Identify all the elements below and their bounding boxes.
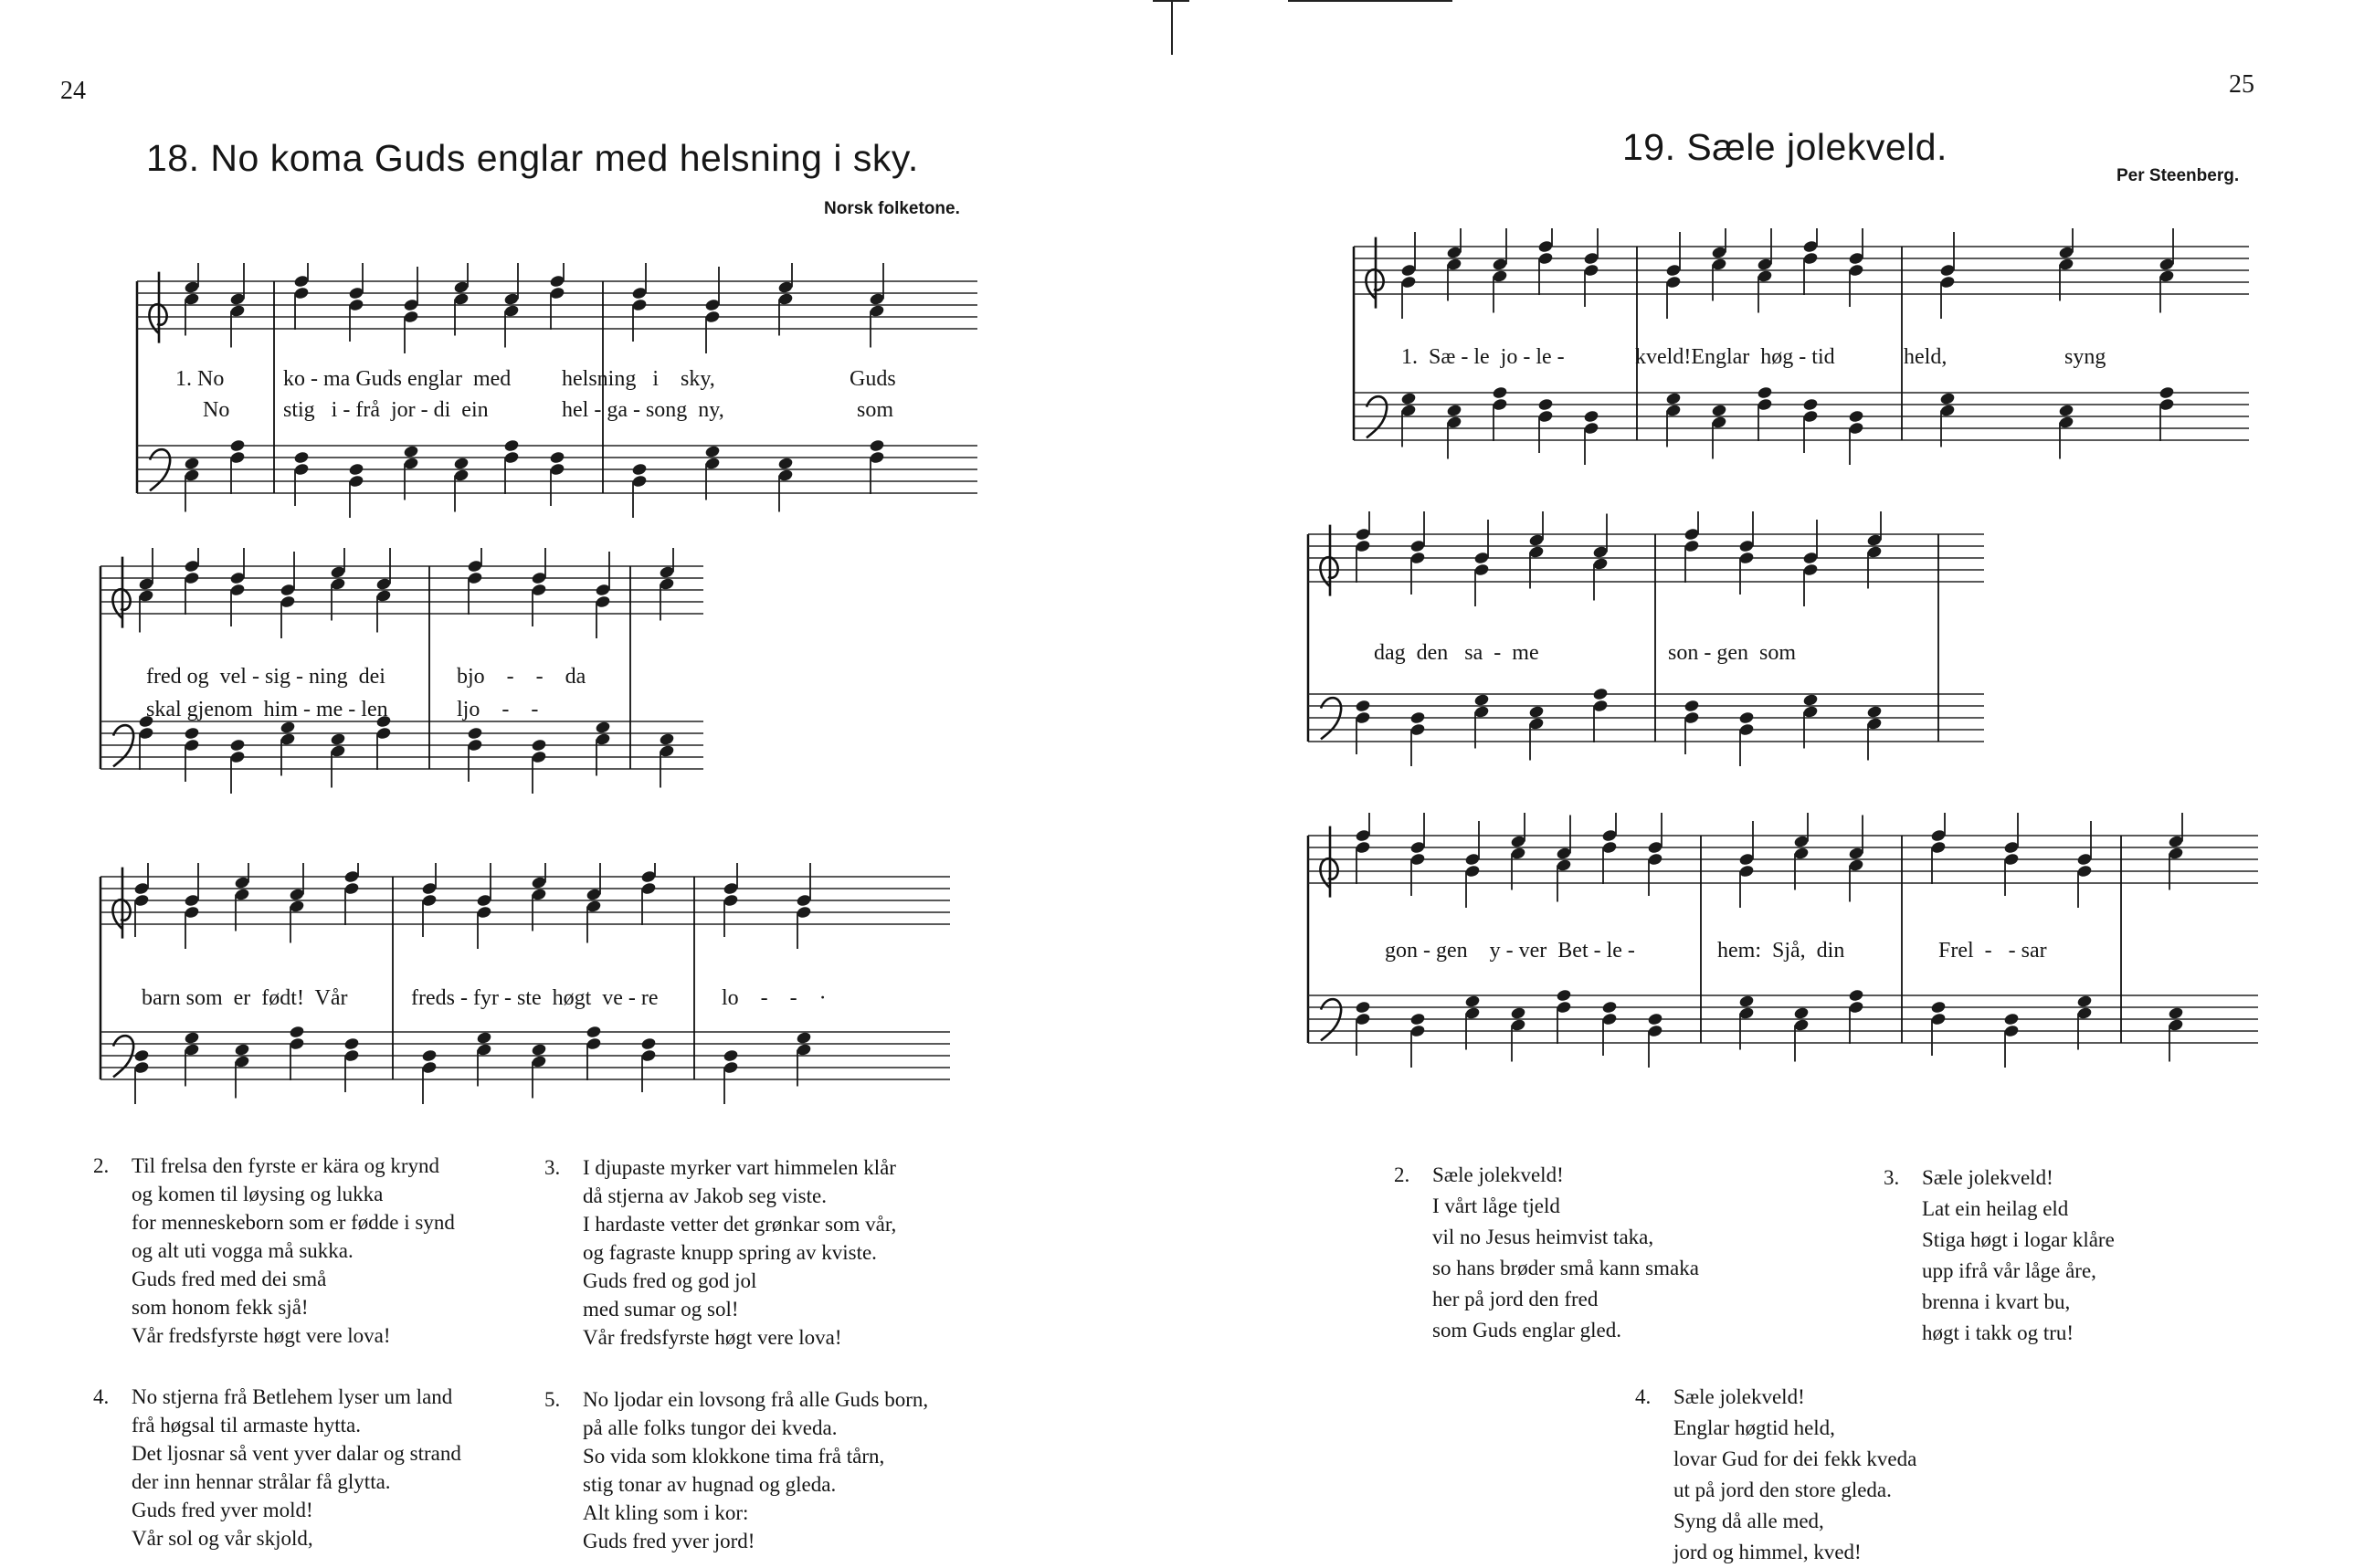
page-number: 24 <box>60 77 86 105</box>
verse-line: vil no Jesus heimvist taka, <box>1432 1226 1654 1248</box>
lyric-text: barn som er født! Vår <box>142 986 348 1010</box>
note-head <box>531 738 547 752</box>
lyric-text: kveld!Englar høg - tid <box>1635 345 1835 369</box>
note-head <box>503 438 520 452</box>
verse-line: jord og himmel, kved! <box>1673 1541 1862 1563</box>
note-head <box>403 445 419 458</box>
note-head <box>2003 1012 2020 1026</box>
verse-line: og alt uti vogga må sukka. <box>132 1239 354 1262</box>
verse-line: og komen til løysing og lukka <box>132 1183 384 1205</box>
verse-number: 2. <box>93 1154 110 1177</box>
hymn-credit: Norsk folketone. <box>824 199 960 218</box>
verse-line: I djupaste myrker vart himmelen klår <box>583 1156 896 1179</box>
note-head <box>1757 385 1773 399</box>
lyric-text: som <box>857 398 894 422</box>
left-page <box>0 0 1178 1552</box>
lyric-text: Guds <box>850 367 896 391</box>
verse-number: 3. <box>1884 1166 1900 1189</box>
note-head <box>1711 404 1727 417</box>
note-head <box>1473 693 1490 707</box>
lyric-text: helsning i sky, <box>562 367 715 391</box>
note-head <box>1738 710 1755 724</box>
note-head <box>229 738 246 752</box>
note-head <box>777 457 794 470</box>
note-head <box>343 1037 360 1050</box>
note-head <box>1446 404 1462 417</box>
note-head <box>467 726 483 740</box>
lyric-text: stig i - frå jor - di ein <box>283 398 489 422</box>
note-head <box>586 1025 602 1038</box>
note-head <box>1400 392 1417 405</box>
note-head <box>1556 988 1572 1002</box>
verse-line: stig tonar av hugnad og gleda. <box>583 1473 837 1496</box>
note-head <box>869 438 885 452</box>
verse-line: Guds fred og god jol <box>583 1269 757 1292</box>
note-head <box>1684 699 1700 712</box>
note-head <box>1464 994 1481 1008</box>
note-head <box>184 1031 200 1045</box>
verse-line: Guds fred yver mold! <box>132 1499 313 1521</box>
verse-line: som honom fekk sjå! <box>132 1296 309 1319</box>
note-head <box>1647 1012 1663 1026</box>
verse-line: Til frelsa den fyrste er kära og krynd <box>132 1154 440 1177</box>
note-head <box>1665 392 1682 405</box>
lyric-text: bjo - - da <box>457 665 586 689</box>
note-head <box>723 1048 739 1062</box>
note-head <box>659 732 675 746</box>
verse-number: 4. <box>93 1385 110 1408</box>
lyric-text: gon - gen y - ver Bet - le - <box>1385 939 1635 963</box>
hymn-credit: Per Steenberg. <box>2116 166 2240 185</box>
note-head <box>1802 693 1819 707</box>
verse-line: Lat ein heilag eld <box>1922 1197 2069 1220</box>
note-head <box>1409 710 1426 724</box>
note-head <box>1592 687 1609 700</box>
verse-line: her på jord den fred <box>1432 1288 1599 1310</box>
lyric-text: son - gen som <box>1668 641 1796 665</box>
verse-line: ut på jord den store gleda. <box>1673 1479 1892 1501</box>
note-head <box>184 457 200 470</box>
note-head <box>1793 1006 1810 1020</box>
note-head <box>531 1043 547 1057</box>
note-head <box>476 1031 492 1045</box>
verse-line: som Guds englar gled. <box>1432 1319 1621 1342</box>
verse-number: 5. <box>544 1388 561 1411</box>
verse-line: og fagraste knupp spring av kviste. <box>583 1241 877 1264</box>
note-head <box>1409 1012 1426 1026</box>
note-head <box>1866 705 1883 719</box>
verse-line: Sæle jolekveld! <box>1922 1166 2053 1189</box>
note-head <box>1939 392 1956 405</box>
lyric-text: hem: Sjå, din <box>1717 939 1845 963</box>
note-head <box>1355 699 1371 712</box>
verse-line: lovar Gud for dei fekk kveda <box>1673 1447 1917 1470</box>
note-head <box>421 1048 438 1062</box>
verse-line: på alle folks tungor dei kveda. <box>583 1416 838 1439</box>
verse-line: so hans brøder små kann smaka <box>1432 1257 1699 1279</box>
verse-line: I vårt låge tjeld <box>1432 1194 1560 1217</box>
verse-line: Vår sol og vår skjold, <box>132 1527 313 1550</box>
lyric-text: hel - ga - song ny, <box>562 398 724 422</box>
verse-number: 2. <box>1394 1163 1410 1186</box>
verse-line: Syng då alle med, <box>1673 1510 1824 1532</box>
lyric-text: ko - ma Guds englar med <box>283 367 512 391</box>
verse-line: Sæle jolekveld! <box>1673 1385 1805 1408</box>
note-head <box>595 721 611 734</box>
lyric-text: Frel - - sar <box>1938 939 2047 963</box>
gutter-mark <box>1171 0 1173 55</box>
note-head <box>796 1031 812 1045</box>
verse-line: brenna i kvart bu, <box>1922 1290 2071 1313</box>
lyric-text: freds - fyr - ste høgt ve - re <box>411 986 659 1010</box>
note-head <box>1537 397 1554 411</box>
lyric-text: fred og vel - sig - ning dei <box>146 665 385 689</box>
verse-line: då stjerna av Jakob seg viste. <box>583 1184 827 1207</box>
treble-clef <box>1320 826 1337 898</box>
verse-line: Vår fredsfyrste høgt vere lova! <box>583 1326 842 1349</box>
note-head <box>1528 705 1545 719</box>
verse-line: Det ljosnar så vent yver dalar og strand <box>132 1442 461 1465</box>
note-head <box>1738 994 1755 1008</box>
note-head <box>1601 1000 1618 1014</box>
note-head <box>280 721 296 734</box>
verse-line: Stiga høgt i logar klåre <box>1922 1228 2115 1251</box>
hymn-title: 18. No koma Guds englar med helsning i sky. <box>146 137 919 179</box>
lyric-text: ljo - - <box>457 698 539 721</box>
note-head <box>1492 385 1508 399</box>
note-head <box>1583 409 1599 423</box>
verse-line: Alt kling som i kor: <box>583 1501 749 1524</box>
note-head <box>348 462 364 476</box>
verse-line: Guds fred med dei små <box>132 1268 327 1290</box>
note-head <box>1802 397 1819 411</box>
treble-clef <box>1366 237 1383 309</box>
note-head <box>453 457 470 470</box>
note-head <box>631 462 648 476</box>
verse-line: I hardaste vetter det grønkar som vår, <box>583 1213 897 1236</box>
verse-line: Englar høgtid held, <box>1673 1416 1835 1439</box>
verse-line: So vida som klokkone tima frå tårn, <box>583 1445 885 1468</box>
note-head <box>2058 404 2074 417</box>
note-head <box>289 1025 305 1038</box>
note-head <box>1848 988 1864 1002</box>
note-head <box>704 445 721 458</box>
lyric-text: syng <box>2064 345 2106 369</box>
verse-line: Guds fred yver jord! <box>583 1530 755 1552</box>
note-head <box>330 732 346 746</box>
note-head <box>293 450 310 464</box>
treble-clef <box>1320 525 1337 596</box>
verse-line: der inn hennar strålar få glytta. <box>132 1470 391 1493</box>
verse-line: No ljodar ein lovsong frå alle Guds born, <box>583 1388 929 1411</box>
note-head <box>1510 1006 1526 1020</box>
note-head <box>234 1043 250 1057</box>
right-page <box>1178 0 2375 1563</box>
lyric-text: 1. No <box>175 367 225 391</box>
verse-line: frå høgsal til armaste hytta. <box>132 1414 362 1436</box>
verse-line: Sæle jolekveld! <box>1432 1163 1564 1186</box>
note-head <box>133 1048 150 1062</box>
lyric-text: lo - - · <box>722 986 827 1010</box>
verse-number: 4. <box>1635 1385 1652 1408</box>
lyric-text: 1. Sæ - le jo - le - <box>1401 345 1565 369</box>
note-head <box>2076 994 2093 1008</box>
verse-line: upp ifrå vår låge åre, <box>1922 1259 2096 1282</box>
note-head <box>640 1037 657 1050</box>
lyric-text: held, <box>1904 345 1948 369</box>
note-head <box>2159 385 2175 399</box>
treble-clef <box>112 557 130 628</box>
note-head <box>229 438 246 452</box>
note-head <box>1355 1000 1371 1014</box>
verse-line: for menneskeborn som er fødde i synd <box>132 1211 455 1234</box>
verse-line: Vår fredsfyrste høgt vere lova! <box>132 1324 391 1347</box>
note-head <box>184 726 200 740</box>
lyric-text: No <box>203 398 230 422</box>
verse-line: No stjerna frå Betlehem lyser um land <box>132 1385 453 1408</box>
treble-clef <box>149 272 166 343</box>
lyric-text: dag den sa - me <box>1374 641 1539 665</box>
page-number: 25 <box>2229 70 2254 99</box>
note-head <box>1848 409 1864 423</box>
note-head <box>549 450 565 464</box>
verse-line: med sumar og sol! <box>583 1298 739 1321</box>
verse-number: 3. <box>544 1156 561 1179</box>
lyric-text: skal gjenom him - me - len <box>146 698 388 721</box>
treble-clef <box>112 868 130 939</box>
hymn-title: 19. Sæle jolekveld. <box>1622 126 1948 168</box>
note-head <box>1930 1000 1947 1014</box>
note-head <box>2168 1006 2184 1020</box>
verse-line: høgt i takk og tru! <box>1922 1321 2074 1344</box>
